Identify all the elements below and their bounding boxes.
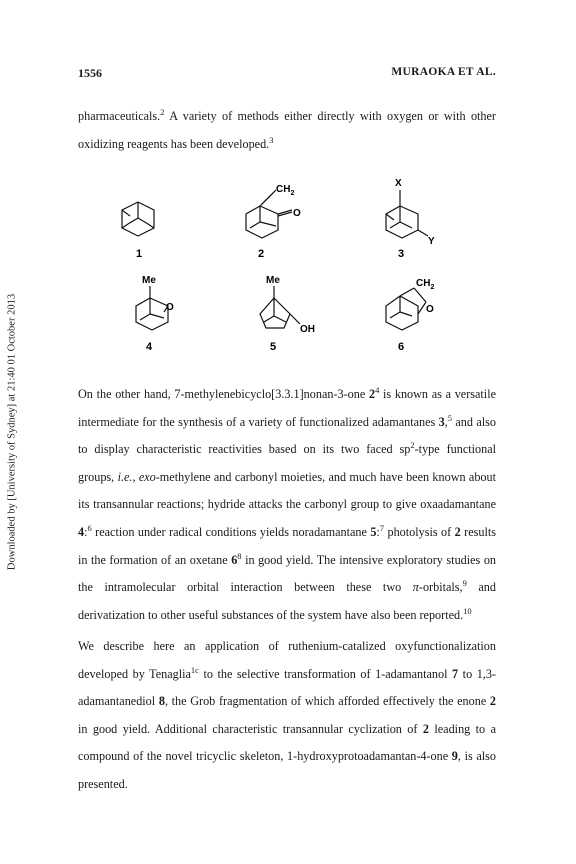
text-run: to 1,3-adamantanediol (78, 666, 496, 709)
atom-o: O (166, 302, 174, 313)
substituted-adamantane-structure (386, 190, 428, 238)
text-run: is known as a versatile intermediate for the synthesis of a variety of functionalized adamantanes (78, 387, 496, 429)
text-run: On the other hand, 7-methylenebicyclo[3.3.1]nonan-3-one (78, 387, 369, 401)
compound-label: 1 (136, 248, 143, 260)
paragraph-2 (78, 381, 496, 629)
text-run: -orbitals, (418, 580, 463, 595)
atom-oh: OH (300, 324, 315, 335)
atom-ch2: $CH_2$ (416, 278, 435, 291)
page-number: 1556 (78, 66, 102, 80)
atom-o: O (293, 208, 301, 219)
noradamantane-structure (260, 286, 300, 328)
atom-y: Y (428, 236, 435, 247)
atom-ch2: $CH_2$ (276, 184, 295, 197)
oxaadamantane-structure (136, 286, 168, 330)
compound-ref: 5 (370, 524, 377, 539)
chemical-structures-figure (80, 166, 500, 376)
text-run: photolysis of (384, 524, 455, 539)
atom-x: X (395, 178, 402, 189)
text-run: A variety of methods either directly with oxygen or with other oxidizing reagents has been developed. (78, 109, 496, 151)
compound-label: 6 (398, 341, 405, 353)
superscript: 2 (410, 440, 415, 451)
text-run: , (444, 414, 448, 429)
running-head: MURAOKA ET AL. (391, 66, 496, 78)
compound-ref: 7 (452, 666, 459, 681)
italic-text: i.e., (117, 469, 136, 484)
atom-me: Me (266, 275, 280, 286)
adamantane-structure (122, 202, 154, 236)
compound-label: 4 (146, 341, 153, 353)
compound-label: 3 (398, 248, 405, 260)
paragraph-3 (78, 633, 496, 799)
reference: 1c (190, 664, 199, 675)
oxetane-structure (386, 288, 426, 330)
paragraph-1 (78, 103, 496, 158)
italic-text: π (412, 580, 419, 595)
download-note: Downloaded by [University of Sydney] at 21:40 01 October 2013 (6, 293, 18, 571)
compound-ref: 2 (489, 694, 497, 709)
compound-ref: 2 (454, 524, 461, 539)
text-run: in good yield. Additional characteristic transannular cyclization of (78, 721, 423, 736)
reference: 9 (462, 578, 467, 589)
download-watermark (2, 0, 18, 864)
italic-text: exo (138, 469, 156, 484)
text-run: leading to a compound of the novel tricyclic skeleton, 1-hydroxyprotoadamantan-4-one (78, 721, 496, 764)
reference: 4 (375, 385, 380, 395)
reference: 8 (237, 550, 242, 561)
text-run: : (376, 524, 380, 539)
reference: 3 (269, 134, 274, 145)
text-run: and also to display characteristic reactivities based on its two faced sp (78, 414, 496, 457)
text-run: and derivatization to other useful substances of the system have also been reported. (78, 580, 496, 622)
atom-o: O (426, 304, 434, 315)
reference: 5 (447, 412, 453, 423)
compound-ref: 4 (78, 524, 85, 539)
compound-ref: 6 (231, 552, 238, 567)
text-run: to the selective transformation of 1-adamantanol (198, 666, 453, 681)
compound-ref: 9 (451, 749, 458, 764)
bicyclononanone-structure (246, 190, 292, 238)
text-run: : (84, 524, 88, 539)
text-run: results in the formation of an oxetane (78, 524, 496, 567)
reference: 7 (379, 522, 385, 533)
reference: 6 (87, 522, 92, 533)
text-run: We describe here an application of ruthenium-catalized oxyfunctionalization developed by Tenaglia (78, 639, 496, 681)
compound-ref: 2 (368, 387, 376, 401)
text-run: reaction under radical conditions yields noradamantane (91, 524, 371, 539)
text-run: pharmaceuticals. (78, 109, 161, 123)
compound-ref: 8 (158, 694, 165, 709)
text-run: in good yield. The intensive exploratory studies on the intramolecular orbital interaction between these two (78, 552, 497, 595)
compound-label: 2 (258, 248, 265, 260)
compound-ref: 2 (422, 721, 429, 736)
reference: 10 (463, 605, 472, 616)
text-run: , is also presented. (78, 749, 496, 791)
text-run: -methylene and carbonyl moieties, and much have been known about its transannular reactions; hydride attacks the carbonyl group to give oxaadamantane (78, 469, 496, 512)
atom-me: Me (142, 275, 156, 286)
compound-ref: 3 (438, 414, 445, 429)
text-run: , the Grob fragmentation of which afforded effectively the enone (164, 694, 490, 709)
reference: 2 (160, 107, 165, 117)
text-run: -type functional groups, (78, 442, 497, 484)
compound-label: 5 (270, 341, 277, 353)
